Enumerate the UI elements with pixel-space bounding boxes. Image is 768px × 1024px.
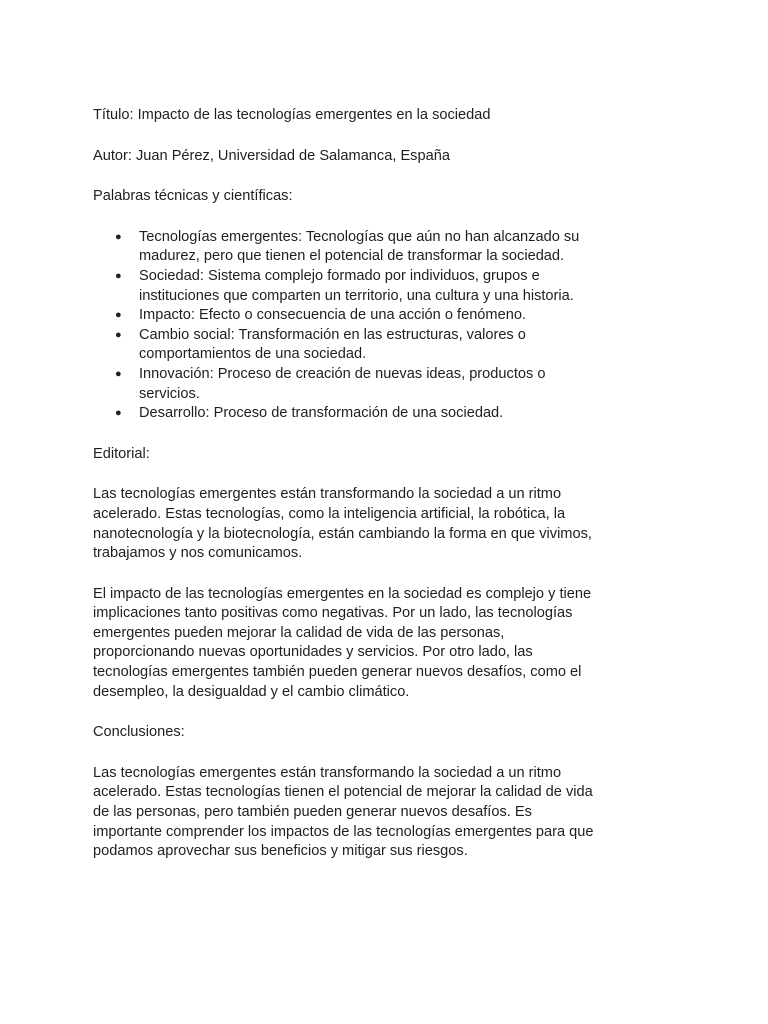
term-line: Cambio social: Transformación en las estructuras, valores o	[139, 326, 526, 343]
paragraph-line: proporcionando nuevas oportunidades y servicios. Por otro lado, las	[93, 644, 533, 661]
paragraph-line: acelerado. Estas tecnologías tienen el potencial de mejorar la calidad de vida	[93, 784, 593, 801]
term-line: Impacto: Efecto o consecuencia de una acción o fenómeno.	[139, 307, 526, 324]
paragraph-line: tecnologías emergentes también pueden generar nuevos desafíos, como el	[93, 664, 582, 681]
paragraph-line: implicaciones tanto positivas como negativas. Por un lado, las tecnologías	[93, 605, 573, 622]
document-page	[93, 106, 638, 883]
term-item	[93, 365, 638, 404]
paragraph-line: nanotecnología y la biotecnología, están cambiando la forma en que vivimos,	[93, 525, 592, 542]
term-item	[93, 267, 638, 306]
conclusions-heading: Conclusiones:	[93, 724, 185, 741]
terms-heading: Palabras técnicas y científicas:	[93, 188, 293, 205]
paragraph-line: Las tecnologías emergentes están transformando la sociedad a un ritmo	[93, 486, 562, 503]
bullet-icon: ●	[115, 407, 122, 420]
paragraph-line: podamos aprovechar sus beneficios y mitigar sus riesgos.	[93, 843, 468, 860]
paragraph-line: emergentes pueden mejorar la calidad de vida de las personas,	[93, 624, 505, 641]
term-line: Innovación: Proceso de creación de nuevas ideas, productos o	[139, 365, 546, 382]
bullet-icon: ●	[115, 328, 122, 341]
editorial-paragraph	[93, 585, 638, 703]
bullet-icon: ●	[115, 309, 122, 322]
term-item	[93, 306, 638, 326]
paragraph-line: de las personas, pero también pueden generar nuevos desafíos. Es	[93, 804, 532, 821]
conclusions-paragraph	[93, 764, 638, 862]
paragraph-line: trabajamos y nos comunicamos.	[93, 545, 303, 562]
paragraph-line: El impacto de las tecnologías emergentes en la sociedad es complejo y tiene	[93, 585, 592, 602]
term-item	[93, 404, 638, 424]
term-item	[93, 326, 638, 365]
term-line: madurez, pero que tienen el potencial de transformar la sociedad.	[139, 248, 565, 265]
term-line: Sociedad: Sistema complejo formado por individuos, grupos e	[139, 267, 540, 284]
term-item	[93, 228, 638, 267]
author-line: Autor: Juan Pérez, Universidad de Salamanca, España	[93, 147, 450, 164]
term-line: servicios.	[139, 385, 200, 402]
bullet-icon: ●	[115, 230, 122, 243]
title-line: Título: Impacto de las tecnologías emergentes en la sociedad	[93, 107, 491, 123]
paragraph-line: acelerado. Estas tecnologías, como la inteligencia artificial, la robótica, la	[93, 505, 566, 522]
editorial-heading: Editorial:	[93, 445, 150, 462]
term-line: instituciones que comparten un territorio, una cultura y una historia.	[139, 287, 574, 304]
paragraph-line: Las tecnologías emergentes están transformando la sociedad a un ritmo	[93, 764, 562, 781]
paragraph-line: importante comprender los impactos de las tecnologías emergentes para que	[93, 823, 594, 840]
bullet-icon: ●	[115, 269, 122, 282]
editorial-paragraph	[93, 485, 638, 563]
term-line: Tecnologías emergentes: Tecnologías que aún no han alcanzado su	[139, 228, 580, 245]
bullet-icon: ●	[115, 367, 122, 380]
terms-list	[93, 228, 638, 424]
term-line: Desarrollo: Proceso de transformación de una sociedad.	[139, 405, 504, 422]
term-line: comportamientos de una sociedad.	[139, 346, 367, 363]
paragraph-line: desempleo, la desigualdad y el cambio climático.	[93, 683, 410, 700]
